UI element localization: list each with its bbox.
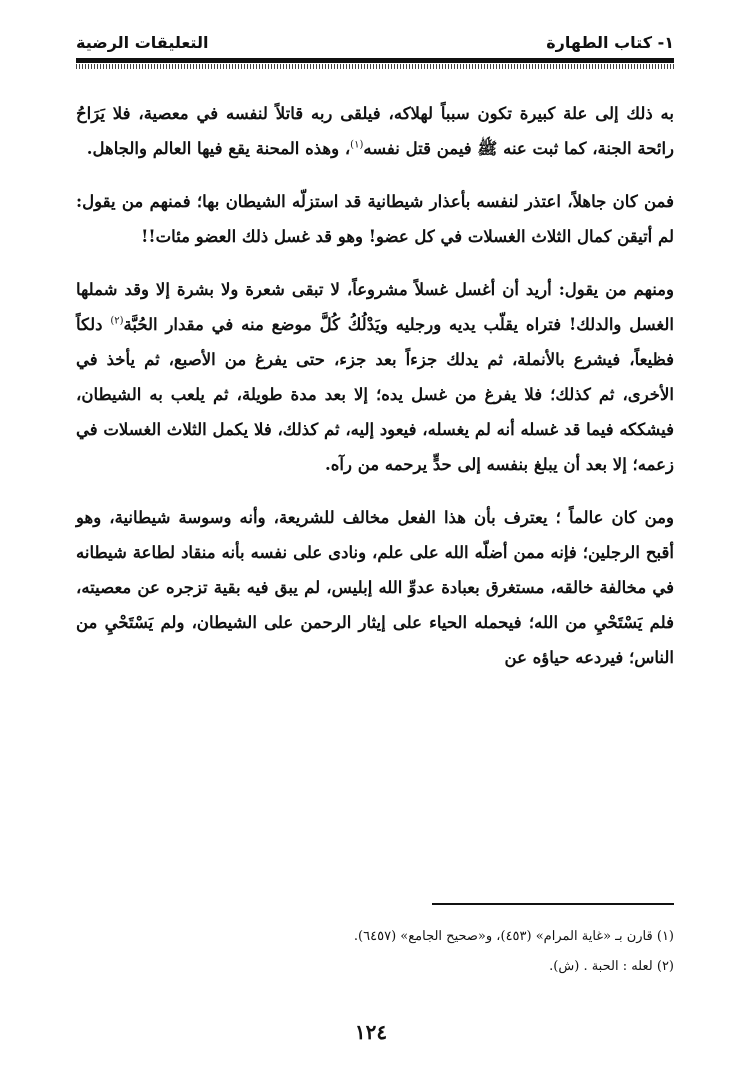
chapter-title: ١- كتاب الطهارة — [546, 32, 674, 52]
header-rule — [76, 58, 674, 63]
main-text — [76, 96, 674, 675]
page-number: ١٢٤ — [354, 1020, 388, 1044]
paragraph: به ذلك إلى علة كبيرة تكون سبباً لهلاكه، فيلقى ربه قاتلاً لنفسه في معصية، فلا يَرَاحُ رائحة الجنة، كما ثبت عنه ﷺ فيمن قتل نفسه$^{(١)}$، وهذه المحنة يقع فيها العالم والجاهل. — [76, 104, 674, 158]
footnote: (٢) لعله : الحبة . (ش). — [549, 959, 674, 974]
paragraph: ومن كان عالماً ؛ يعترف بأن هذا الفعل مخالف للشريعة، وأنه وسوسة شيطانية، وهو أقبح الرجلين؛ فإنه ممن أضلّه الله على علم، ونادى على نفسه بأنه منقاد لطاعة شيطانه في مخالفة خالقه، مستغرق بعبادة عدوِّ الله إبليس، لم يبق فيه بقية تزجره عن معصيته، فلم يَسْتَحْيِ من الله؛ فيحمله الحياء على إيثار الرحمن على الشيطان، ولم يَسْتَحْيِ من الناس؛ فيردعه حياؤه عن — [76, 508, 674, 667]
footnote-separator — [432, 903, 674, 905]
footnote: (١) قارن بـ «غاية المرام» (٤٥٣)، و«صحيح الجامع» (٦٤٥٧). — [353, 929, 674, 944]
header-rule-hatched — [76, 64, 674, 69]
running-header — [76, 28, 674, 56]
paragraph: فمن كان جاهلاً، اعتذر لنفسه بأعذار شيطانية قد استزلّه الشيطان بها؛ فمنهم من يقول: لم أتيقن كمال الثلاث الغسلات في كل عضو! وهو قد غسل ذلك العضو مئات!! — [76, 192, 674, 246]
footnote-marker[interactable]: (٢) — [110, 315, 124, 327]
paragraph: ومنهم من يقول: أريد أن أغسل غسلاً مشروعاً، لا تبقى شعرة ولا بشرة إلا وقد شملها الغسل والدلك! فتراه يقلّب يديه ورجليه ويَدْلُكُ كُلَّ موضع منه في مقدار الحُبَّة$^{(٢)}$ دلكاً فظيعاً، فيشرع بالأنملة، ثم يدلك جزءاً بعد جزء، حتى يفرغ من الأصبع، ثم يأخذ في الأخرى، ثم كذلك؛ فلا يفرغ من غسل يده؛ إلا بعد مدة طويلة، ثم يلعب به الشيطان، فيشككه فيما قد غسله أنه لم يغسله، فيعود إليه، ثم كذلك، فلا يكمل الثلاث الغسلات في زعمه؛ إلا بعد أن يبلغ بنفسه إلى حدٍّ يرحمه من رآه. — [76, 280, 674, 474]
footnote-marker[interactable]: (١) — [350, 139, 364, 151]
footnotes — [76, 922, 674, 982]
book-title: التعليقات الرضية — [76, 32, 209, 52]
